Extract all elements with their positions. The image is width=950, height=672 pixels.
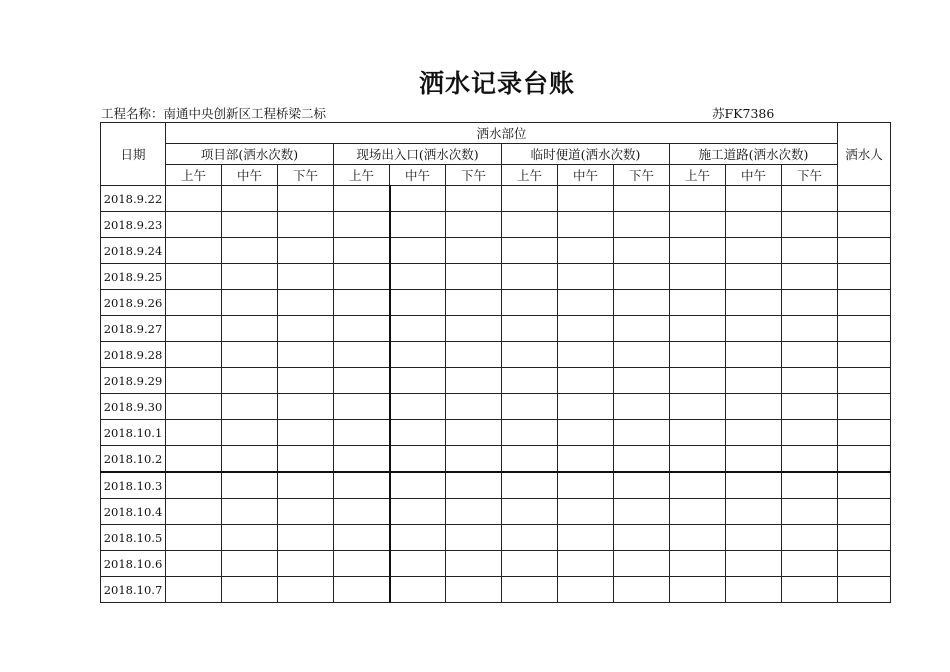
date-cell: 2018.10.1 xyxy=(101,420,166,446)
count-cell[interactable] xyxy=(782,316,838,342)
table-row xyxy=(101,290,891,316)
count-cell[interactable] xyxy=(502,525,558,551)
count-cell[interactable] xyxy=(278,551,334,577)
count-cell[interactable] xyxy=(166,316,222,342)
count-cell[interactable] xyxy=(670,368,726,394)
count-cell[interactable] xyxy=(334,394,390,420)
count-cell[interactable] xyxy=(166,342,222,368)
count-cell[interactable] xyxy=(222,290,278,316)
count-cell[interactable] xyxy=(782,368,838,394)
count-cell[interactable] xyxy=(278,577,334,603)
count-cell[interactable] xyxy=(782,472,838,499)
period-header-1-1: 上午 xyxy=(166,165,222,186)
count-cell[interactable] xyxy=(558,577,614,603)
table-row xyxy=(101,577,891,603)
count-cell[interactable] xyxy=(502,186,558,212)
count-cell[interactable] xyxy=(334,472,390,499)
count-cell[interactable] xyxy=(222,394,278,420)
count-cell[interactable] xyxy=(782,420,838,446)
count-cell[interactable] xyxy=(278,238,334,264)
count-cell[interactable] xyxy=(278,368,334,394)
count-cell[interactable] xyxy=(502,577,558,603)
header-row-3 xyxy=(101,165,891,186)
period-header-2-2: 中午 xyxy=(390,165,446,186)
count-cell[interactable] xyxy=(670,186,726,212)
count-cell[interactable] xyxy=(782,186,838,212)
count-cell[interactable] xyxy=(614,525,670,551)
count-cell[interactable] xyxy=(446,212,502,238)
count-cell[interactable] xyxy=(558,186,614,212)
count-cell[interactable] xyxy=(222,342,278,368)
count-cell[interactable] xyxy=(446,420,502,446)
count-cell[interactable] xyxy=(614,577,670,603)
count-cell[interactable] xyxy=(558,551,614,577)
count-cell[interactable] xyxy=(502,394,558,420)
count-cell[interactable] xyxy=(670,290,726,316)
count-cell[interactable] xyxy=(278,499,334,525)
count-cell[interactable] xyxy=(446,186,502,212)
table-row xyxy=(101,499,891,525)
count-cell[interactable] xyxy=(222,212,278,238)
date-cell: 2018.9.23 xyxy=(101,212,166,238)
count-cell[interactable] xyxy=(614,186,670,212)
count-cell[interactable] xyxy=(222,238,278,264)
count-cell[interactable] xyxy=(334,212,390,238)
count-cell[interactable] xyxy=(670,577,726,603)
count-cell[interactable] xyxy=(726,342,782,368)
sprinkler-person-cell[interactable] xyxy=(838,342,891,368)
count-cell[interactable] xyxy=(614,238,670,264)
count-cell[interactable] xyxy=(502,446,558,473)
count-cell[interactable] xyxy=(278,525,334,551)
count-cell[interactable] xyxy=(278,472,334,499)
sprinkler-person-cell[interactable] xyxy=(838,551,891,577)
count-cell[interactable] xyxy=(278,316,334,342)
period-header-3-2: 中午 xyxy=(558,165,614,186)
count-cell[interactable] xyxy=(166,290,222,316)
count-cell[interactable] xyxy=(222,420,278,446)
header-row-2 xyxy=(101,144,891,165)
count-cell[interactable] xyxy=(166,446,222,473)
count-cell[interactable] xyxy=(726,551,782,577)
sprinkler-person-cell[interactable] xyxy=(838,368,891,394)
date-cell: 2018.9.30 xyxy=(101,394,166,420)
count-cell[interactable] xyxy=(222,499,278,525)
count-cell[interactable] xyxy=(166,368,222,394)
count-cell[interactable] xyxy=(446,577,502,603)
count-cell[interactable] xyxy=(614,212,670,238)
count-cell[interactable] xyxy=(166,420,222,446)
table-row xyxy=(101,551,891,577)
count-cell[interactable] xyxy=(502,212,558,238)
date-cell: 2018.9.28 xyxy=(101,342,166,368)
sprinkler-person-cell[interactable] xyxy=(838,499,891,525)
count-cell[interactable] xyxy=(446,368,502,394)
date-cell: 2018.10.3 xyxy=(101,472,166,499)
count-cell[interactable] xyxy=(166,238,222,264)
count-cell[interactable] xyxy=(390,525,446,551)
count-cell[interactable] xyxy=(558,238,614,264)
count-cell[interactable] xyxy=(502,290,558,316)
count-cell[interactable] xyxy=(446,394,502,420)
count-cell[interactable] xyxy=(278,420,334,446)
count-cell[interactable] xyxy=(166,499,222,525)
date-header: 日期 xyxy=(101,123,166,186)
count-cell[interactable] xyxy=(390,446,446,473)
vehicle-code: 苏FK7386 xyxy=(712,106,775,121)
count-cell[interactable] xyxy=(726,499,782,525)
count-cell[interactable] xyxy=(390,238,446,264)
count-cell[interactable] xyxy=(334,186,390,212)
count-cell[interactable] xyxy=(278,446,334,473)
count-cell[interactable] xyxy=(614,368,670,394)
count-cell[interactable] xyxy=(334,420,390,446)
date-cell: 2018.10.5 xyxy=(101,525,166,551)
date-cell: 2018.9.25 xyxy=(101,264,166,290)
sprinkler-person-cell[interactable] xyxy=(838,290,891,316)
section-header-2: 现场出入口(洒水次数) xyxy=(334,144,502,165)
count-cell[interactable] xyxy=(614,446,670,473)
count-cell[interactable] xyxy=(334,525,390,551)
count-cell[interactable] xyxy=(446,342,502,368)
table-row xyxy=(101,316,891,342)
count-cell[interactable] xyxy=(726,212,782,238)
count-cell[interactable] xyxy=(334,238,390,264)
count-cell[interactable] xyxy=(670,316,726,342)
count-cell[interactable] xyxy=(670,525,726,551)
count-cell[interactable] xyxy=(390,316,446,342)
date-cell: 2018.9.27 xyxy=(101,316,166,342)
count-cell[interactable] xyxy=(726,394,782,420)
count-cell[interactable] xyxy=(670,472,726,499)
count-cell[interactable] xyxy=(782,551,838,577)
count-cell[interactable] xyxy=(670,342,726,368)
count-cell[interactable] xyxy=(782,446,838,473)
count-cell[interactable] xyxy=(726,186,782,212)
count-cell[interactable] xyxy=(558,525,614,551)
count-cell[interactable] xyxy=(614,420,670,446)
count-cell[interactable] xyxy=(782,342,838,368)
count-cell[interactable] xyxy=(726,525,782,551)
table-row xyxy=(101,472,891,499)
project-name: 工程名称：南通中央创新区工程桥梁二标 xyxy=(101,106,327,121)
count-cell[interactable] xyxy=(558,472,614,499)
count-cell[interactable] xyxy=(334,446,390,473)
location-group-header: 洒水部位 xyxy=(166,123,838,144)
count-cell[interactable] xyxy=(726,420,782,446)
count-cell[interactable] xyxy=(222,472,278,499)
count-cell[interactable] xyxy=(558,394,614,420)
date-cell: 2018.10.6 xyxy=(101,551,166,577)
sprinkler-person-cell[interactable] xyxy=(838,186,891,212)
table-row xyxy=(101,186,891,212)
count-cell[interactable] xyxy=(334,499,390,525)
header-row-1 xyxy=(101,123,891,144)
count-cell[interactable] xyxy=(278,212,334,238)
count-cell[interactable] xyxy=(670,264,726,290)
date-cell: 2018.10.7 xyxy=(101,577,166,603)
date-cell: 2018.9.29 xyxy=(101,368,166,394)
count-cell[interactable] xyxy=(614,472,670,499)
count-cell[interactable] xyxy=(446,446,502,473)
count-cell[interactable] xyxy=(558,316,614,342)
count-cell[interactable] xyxy=(670,551,726,577)
sprinkler-person-cell[interactable] xyxy=(838,212,891,238)
count-cell[interactable] xyxy=(502,368,558,394)
count-cell[interactable] xyxy=(558,290,614,316)
count-cell[interactable] xyxy=(782,212,838,238)
count-cell[interactable] xyxy=(222,525,278,551)
count-cell[interactable] xyxy=(390,342,446,368)
count-cell[interactable] xyxy=(446,290,502,316)
sprinkler-person-header: 洒水人 xyxy=(838,123,891,186)
count-cell[interactable] xyxy=(390,264,446,290)
count-cell[interactable] xyxy=(670,420,726,446)
count-cell[interactable] xyxy=(782,238,838,264)
count-cell[interactable] xyxy=(726,368,782,394)
sprinkler-person-cell[interactable] xyxy=(838,316,891,342)
count-cell[interactable] xyxy=(390,499,446,525)
count-cell[interactable] xyxy=(782,290,838,316)
sprinkler-person-cell[interactable] xyxy=(838,264,891,290)
count-cell[interactable] xyxy=(726,238,782,264)
count-cell[interactable] xyxy=(502,499,558,525)
table-row xyxy=(101,238,891,264)
count-cell[interactable] xyxy=(558,446,614,473)
count-cell[interactable] xyxy=(390,551,446,577)
count-cell[interactable] xyxy=(222,316,278,342)
count-cell[interactable] xyxy=(390,290,446,316)
sprinkler-person-cell[interactable] xyxy=(838,394,891,420)
sprinkler-person-cell[interactable] xyxy=(838,577,891,603)
count-cell[interactable] xyxy=(334,342,390,368)
period-header-4-1: 上午 xyxy=(670,165,726,186)
count-cell[interactable] xyxy=(670,212,726,238)
section-header-4: 施工道路(洒水次数) xyxy=(670,144,838,165)
count-cell[interactable] xyxy=(502,472,558,499)
table-row xyxy=(101,264,891,290)
count-cell[interactable] xyxy=(166,577,222,603)
count-cell[interactable] xyxy=(558,420,614,446)
count-cell[interactable] xyxy=(614,342,670,368)
period-header-3-3: 下午 xyxy=(614,165,670,186)
count-cell[interactable] xyxy=(726,264,782,290)
count-cell[interactable] xyxy=(222,446,278,473)
count-cell[interactable] xyxy=(446,316,502,342)
count-cell[interactable] xyxy=(502,316,558,342)
sprinkler-person-cell[interactable] xyxy=(838,420,891,446)
count-cell[interactable] xyxy=(390,212,446,238)
count-cell[interactable] xyxy=(558,264,614,290)
table-row xyxy=(101,368,891,394)
section-header-1: 项目部(洒水次数) xyxy=(166,144,334,165)
count-cell[interactable] xyxy=(782,394,838,420)
date-cell: 2018.9.24 xyxy=(101,238,166,264)
count-cell[interactable] xyxy=(726,316,782,342)
count-cell[interactable] xyxy=(222,368,278,394)
date-cell: 2018.10.4 xyxy=(101,499,166,525)
count-cell[interactable] xyxy=(390,368,446,394)
sprinkler-person-cell[interactable] xyxy=(838,238,891,264)
count-cell[interactable] xyxy=(502,264,558,290)
count-cell[interactable] xyxy=(502,238,558,264)
date-cell: 2018.9.26 xyxy=(101,290,166,316)
period-header-3-1: 上午 xyxy=(502,165,558,186)
section-header-3: 临时便道(洒水次数) xyxy=(502,144,670,165)
count-cell[interactable] xyxy=(502,420,558,446)
count-cell[interactable] xyxy=(726,577,782,603)
count-cell[interactable] xyxy=(278,264,334,290)
period-header-2-1: 上午 xyxy=(334,165,390,186)
date-cell: 2018.9.22 xyxy=(101,186,166,212)
table-row xyxy=(101,420,891,446)
sprinkler-person-cell[interactable] xyxy=(838,525,891,551)
count-cell[interactable] xyxy=(558,342,614,368)
count-cell[interactable] xyxy=(614,551,670,577)
count-cell[interactable] xyxy=(558,212,614,238)
table-row xyxy=(101,525,891,551)
count-cell[interactable] xyxy=(166,472,222,499)
count-cell[interactable] xyxy=(726,446,782,473)
count-cell[interactable] xyxy=(614,290,670,316)
table-row xyxy=(101,394,891,420)
count-cell[interactable] xyxy=(446,264,502,290)
sprinkling-ledger-table xyxy=(100,122,891,603)
count-cell[interactable] xyxy=(166,551,222,577)
period-header-2-3: 下午 xyxy=(446,165,502,186)
count-cell[interactable] xyxy=(726,472,782,499)
count-cell[interactable] xyxy=(614,394,670,420)
count-cell[interactable] xyxy=(334,551,390,577)
count-cell[interactable] xyxy=(222,551,278,577)
count-cell[interactable] xyxy=(222,264,278,290)
count-cell[interactable] xyxy=(614,264,670,290)
count-cell[interactable] xyxy=(166,212,222,238)
period-header-1-3: 下午 xyxy=(278,165,334,186)
count-cell[interactable] xyxy=(446,238,502,264)
count-cell[interactable] xyxy=(334,577,390,603)
count-cell[interactable] xyxy=(726,290,782,316)
table-row xyxy=(101,342,891,368)
period-header-1-2: 中午 xyxy=(222,165,278,186)
count-cell[interactable] xyxy=(390,472,446,499)
count-cell[interactable] xyxy=(390,394,446,420)
count-cell[interactable] xyxy=(334,316,390,342)
count-cell[interactable] xyxy=(614,499,670,525)
count-cell[interactable] xyxy=(558,368,614,394)
count-cell[interactable] xyxy=(446,525,502,551)
count-cell[interactable] xyxy=(670,238,726,264)
count-cell[interactable] xyxy=(390,186,446,212)
count-cell[interactable] xyxy=(166,186,222,212)
count-cell[interactable] xyxy=(502,342,558,368)
count-cell[interactable] xyxy=(390,420,446,446)
count-cell[interactable] xyxy=(446,551,502,577)
table-row xyxy=(101,446,891,473)
count-cell[interactable] xyxy=(390,577,446,603)
period-header-4-3: 下午 xyxy=(782,165,838,186)
count-cell[interactable] xyxy=(278,394,334,420)
count-cell[interactable] xyxy=(446,472,502,499)
count-cell[interactable] xyxy=(278,342,334,368)
page-title: 洒水记录台账 xyxy=(418,69,575,98)
count-cell[interactable] xyxy=(670,499,726,525)
count-cell[interactable] xyxy=(446,499,502,525)
count-cell[interactable] xyxy=(166,264,222,290)
count-cell[interactable] xyxy=(782,264,838,290)
count-cell[interactable] xyxy=(502,551,558,577)
count-cell[interactable] xyxy=(334,290,390,316)
count-cell[interactable] xyxy=(670,446,726,473)
count-cell[interactable] xyxy=(782,525,838,551)
count-cell[interactable] xyxy=(334,368,390,394)
date-cell: 2018.10.2 xyxy=(101,446,166,473)
count-cell[interactable] xyxy=(558,499,614,525)
table-row xyxy=(101,212,891,238)
count-cell[interactable] xyxy=(670,394,726,420)
count-cell[interactable] xyxy=(614,316,670,342)
sprinkler-person-cell[interactable] xyxy=(838,472,891,499)
count-cell[interactable] xyxy=(278,290,334,316)
period-header-4-2: 中午 xyxy=(726,165,782,186)
count-cell[interactable] xyxy=(166,394,222,420)
count-cell[interactable] xyxy=(222,186,278,212)
count-cell[interactable] xyxy=(782,499,838,525)
count-cell[interactable] xyxy=(222,577,278,603)
count-cell[interactable] xyxy=(166,525,222,551)
count-cell[interactable] xyxy=(334,264,390,290)
count-cell[interactable] xyxy=(782,577,838,603)
sprinkler-person-cell[interactable] xyxy=(838,446,891,473)
count-cell[interactable] xyxy=(278,186,334,212)
